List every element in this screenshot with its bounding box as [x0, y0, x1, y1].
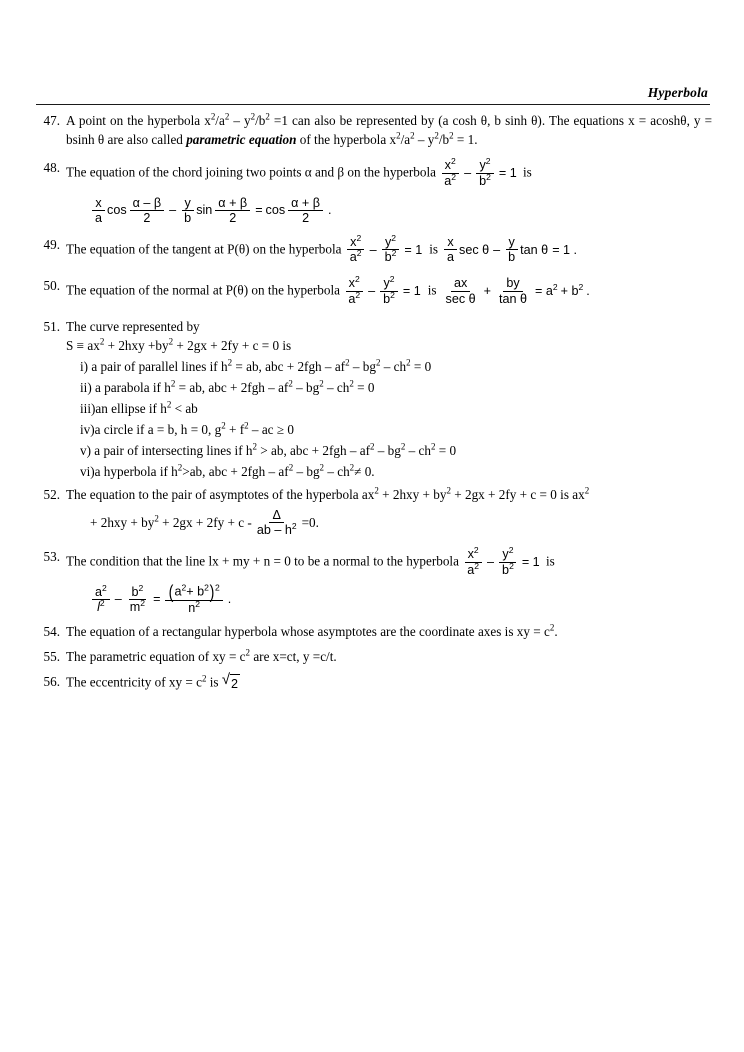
sub-text-5: = 0: [353, 379, 375, 395]
exponent: 2: [396, 130, 401, 141]
denominator-a: a: [444, 174, 452, 189]
fraction-x2-a2: [441, 156, 459, 189]
exponent: 2: [449, 130, 454, 141]
exponent: 2: [552, 281, 558, 292]
sub-text-2: = ab, abc + 2fgh – af: [232, 358, 346, 374]
sub-text-2: + f: [225, 421, 245, 437]
item-51-lead: The curve represented by: [66, 319, 200, 335]
item-49-mid: is: [429, 241, 439, 257]
list-item-48: [36, 156, 712, 226]
exponent: 2: [245, 647, 251, 658]
sub-item-vi: [66, 462, 712, 482]
minus-operator: –: [369, 242, 377, 257]
exponent: 2: [288, 378, 293, 389]
exponent: 2: [374, 485, 379, 496]
equals-one: = 1: [404, 242, 423, 257]
numerator-y: y: [182, 197, 194, 212]
fraction-x2-a2: [345, 273, 363, 306]
sub-text-5: = 0: [410, 358, 432, 374]
item-number: 55.: [43, 649, 60, 665]
cos-function: cos: [107, 203, 127, 218]
exponent: 2: [356, 248, 362, 259]
list-item-47: [36, 112, 712, 149]
item-47-text-2: /a: [215, 113, 225, 128]
numerator-y: y: [384, 234, 392, 249]
numerator-y: y: [383, 276, 390, 291]
exponent: 2: [355, 289, 361, 300]
item-53-tail: is: [545, 553, 555, 569]
exponent: 2: [400, 441, 406, 452]
sub-item-i: [66, 357, 712, 377]
exponent: 2: [349, 378, 354, 389]
numerator-y: y: [506, 236, 518, 251]
exponent: 2: [221, 420, 226, 431]
numerator-x: x: [467, 546, 474, 561]
fraction-alpha-plus-beta-over-2: [215, 197, 250, 226]
numerator-ax: ax: [451, 277, 470, 292]
exponent: 2: [140, 598, 146, 609]
denominator-a: a: [467, 562, 475, 577]
item-text: [66, 112, 712, 149]
exponent: 2: [181, 582, 187, 593]
sub-text-5: ≠ 0.: [354, 464, 375, 479]
item-number: 56.: [43, 673, 60, 689]
equals-one: = 1: [498, 166, 517, 181]
formula-hyperbola-standard: [343, 273, 423, 306]
item-47-text-3: – y: [229, 113, 251, 128]
item-52-text-3: + 2gx + 2fy + c = 0 is ax: [450, 487, 585, 503]
item-52-text-1: The equation to the pair of asymptotes of the hyperbola ax: [66, 487, 375, 503]
item-47-text-1: A point on the hyperbola x: [66, 113, 211, 128]
exponent: 2: [244, 420, 249, 431]
list-item-49: [36, 232, 712, 265]
denominator-m: m: [129, 600, 141, 615]
item-text: [66, 544, 712, 577]
item-47-text-7: /a: [400, 131, 411, 147]
exponent: 2: [319, 462, 325, 473]
sub-text-1: a circle if a = b, h = 0, g: [94, 421, 222, 437]
numerator-y: y: [502, 546, 509, 561]
radical-sign: √: [221, 671, 230, 688]
item-text: [66, 486, 712, 538]
denominator-l: l: [97, 600, 100, 615]
exponent: 2: [177, 462, 183, 473]
exponent: 2: [375, 357, 381, 368]
fraction-a2-l2: [92, 582, 110, 615]
item-47-text-5: =1 can also be represented by (a cosh θ, b sinh θ). The equations x = acoshθ, y = bsinh θ are also called: [66, 113, 713, 147]
denominator-a: a: [95, 211, 103, 226]
list-item-52: [36, 486, 712, 538]
sub-text-2: > ab, abc + 2fgh – af: [256, 442, 370, 458]
fraction-y2-b2: [380, 273, 398, 306]
list-item-54: [36, 623, 712, 642]
item-number: 52.: [43, 487, 60, 503]
sub-item-ii: [66, 378, 712, 398]
sub-text-4: – ch: [323, 379, 350, 395]
item-52-text-4: + 2hxy + by: [90, 515, 155, 531]
exponent: 2: [446, 485, 451, 496]
item-50-mid: is: [427, 282, 437, 298]
fraction-y2-b2: [476, 156, 494, 189]
page-header: [36, 86, 710, 105]
item-53-lead: The condition that the line lx + my + n = 0 to be a normal to the hyperbola: [66, 553, 459, 569]
minus-operator: –: [487, 554, 495, 569]
sub-text-3: – bg: [292, 379, 320, 395]
list-item-55: [36, 648, 712, 667]
numerator-y: y: [479, 158, 486, 173]
numerator-plus-b: + b: [186, 584, 205, 599]
item-48-lead: The equation of the chord joining two points α and β on the hyperbola: [66, 165, 436, 181]
denominator-n: n: [188, 600, 196, 615]
exponent: 2: [291, 521, 297, 532]
denominator-a: a: [447, 250, 455, 265]
emphasis-parametric-equation: parametric equation: [186, 131, 297, 147]
item-56-text-1: The eccentricity of xy = c: [66, 674, 202, 690]
roman-numeral: iv): [80, 421, 95, 437]
sin-function: sin: [196, 203, 213, 218]
item-47-text-4: /b: [255, 113, 266, 128]
denominator-2: 2: [302, 211, 310, 226]
exponent: 2: [410, 130, 415, 141]
item-text: [66, 318, 712, 482]
sub-text-1: a parabola if h: [91, 379, 171, 395]
numerator-alpha-plus-beta: α + β: [288, 197, 323, 212]
exponent: 2: [370, 441, 375, 452]
numerator-x: x: [444, 236, 456, 251]
minus-operator: –: [169, 203, 177, 218]
fraction-delta-over-ab-minus-h2: [254, 509, 300, 538]
result-a-squared: = a: [535, 283, 553, 298]
item-55-text-2: are x=ct, y =c/t.: [250, 649, 337, 665]
sub-text-2: = ab, abc + 2fgh – af: [175, 379, 289, 395]
item-47-text-9: /b: [438, 131, 450, 147]
fraction-ax-sec-theta: [443, 277, 479, 306]
sub-text-4: – ch: [324, 464, 350, 479]
exponent: 2: [356, 232, 362, 243]
denominator-sec-theta: sec θ: [445, 291, 476, 306]
exponent: 2: [99, 336, 105, 347]
exponent: 2: [406, 357, 411, 368]
exponent: 2: [549, 622, 555, 633]
exponent: 2: [138, 582, 144, 593]
cos-function: cos: [265, 203, 286, 218]
denominator-2: 2: [143, 211, 151, 226]
item-text: [66, 156, 712, 189]
exponent: 2: [204, 582, 209, 593]
header-divider-rule: [36, 104, 710, 105]
tan-theta: tan θ: [520, 242, 549, 257]
item-55-text-1: The parametric equation of xy = c: [66, 649, 246, 665]
sub-text-3: – bg: [293, 464, 320, 479]
list-item-56: [36, 673, 712, 694]
sec-theta: sec θ: [459, 242, 490, 257]
exponent: 2: [486, 171, 491, 182]
roman-numeral: i): [80, 358, 89, 374]
minus-operator: –: [464, 166, 472, 181]
item-47-text-10: = 1.: [453, 131, 478, 147]
numerator-a: a: [174, 584, 182, 599]
exponent: 2: [430, 441, 436, 452]
exponent: 2: [345, 357, 350, 368]
minus-operator: –: [368, 283, 376, 298]
formula-tangent-result: [442, 236, 580, 265]
equals-operator: =: [153, 592, 161, 607]
sub-text-1: a pair of intersecting lines if h: [91, 442, 253, 458]
sub-text-3: – bg: [374, 442, 401, 458]
formula-hyperbola-standard: [462, 544, 542, 577]
denominator-a: a: [349, 250, 357, 265]
item-number: 53.: [43, 548, 60, 564]
fraction-b2-m2: [127, 582, 148, 615]
numerator-alpha-plus-beta: α + β: [215, 197, 250, 212]
sub-item-iv: [66, 420, 712, 440]
numerator-b: b: [131, 584, 139, 599]
item-text: [66, 273, 712, 306]
item-text: [66, 648, 712, 667]
list-item-53: [36, 544, 712, 615]
roman-numeral: iii): [80, 400, 96, 416]
numerator-x: x: [92, 197, 104, 212]
denominator-b: b: [502, 562, 510, 577]
equals-operator: =: [255, 203, 263, 218]
roman-numeral: ii): [80, 379, 92, 395]
list-item-50: [36, 273, 712, 306]
item-51-general-equation: [66, 337, 712, 356]
roman-numeral: v): [80, 442, 91, 458]
fraction-y2-b2: [382, 232, 400, 265]
exponent: 2: [250, 111, 256, 122]
exponent: 2: [391, 248, 397, 259]
formula-tangent: [345, 232, 425, 265]
exponent: 2: [584, 485, 590, 496]
numerator-delta: Δ: [269, 509, 283, 524]
item-54-text-2: .: [554, 624, 558, 640]
item-number: 54.: [43, 624, 60, 640]
exponent: 2: [215, 582, 220, 593]
formula-chord-equation: [66, 197, 712, 226]
denominator-b: b: [383, 291, 391, 306]
item-47-text-6: of the hyperbola x: [296, 131, 397, 147]
sub-text-1: a pair of parallel lines if h: [88, 358, 228, 374]
formula-hyperbola-standard: [439, 156, 519, 189]
item-47-text-8: – y: [414, 131, 435, 147]
numerator-x: x: [350, 234, 357, 249]
fraction-x-a: [444, 236, 457, 265]
denominator-b: b: [384, 250, 392, 265]
item-number: 47.: [43, 113, 60, 128]
exponent: 2: [508, 544, 514, 555]
sub-item-v: [66, 441, 712, 461]
exponent: 2: [451, 171, 457, 182]
sub-text-3: – bg: [349, 358, 376, 374]
sub-text-2: < ab: [171, 400, 198, 416]
radicand: 2: [230, 674, 240, 694]
numerator-alpha-minus-beta: α – β: [130, 197, 165, 212]
exponent: 2: [102, 582, 107, 593]
denominator-b: b: [508, 250, 516, 265]
period: .: [586, 283, 590, 298]
plus-operator: +: [483, 283, 492, 298]
exponent: 2: [474, 560, 480, 571]
sub-text-1: an ellipse if h: [95, 400, 167, 416]
sub-text-4: – ch: [405, 442, 431, 458]
exponent: 2: [210, 111, 216, 122]
exponent: 2: [252, 441, 257, 452]
sub-text-3: – ac ≥ 0: [248, 421, 294, 437]
exponent: 2: [154, 513, 159, 524]
item-52-text-5: + 2gx + 2fy + c -: [158, 515, 252, 531]
exponent: 2: [434, 130, 439, 141]
sub-text-2: >ab, abc + 2fgh – af: [182, 464, 289, 479]
exponent: 2: [288, 462, 294, 473]
denominator-b: b: [184, 211, 192, 226]
fraction-alpha-plus-beta-over-2-rhs: [288, 197, 323, 226]
denominator-ab-minus-h: ab – h: [256, 523, 292, 538]
sub-text-4: – ch: [380, 358, 407, 374]
equals-one: = 1: [402, 283, 421, 298]
equation-part-2: + 2hxy +by: [104, 337, 169, 353]
equation-part-3: + 2gx + 2fy + c = 0 is: [173, 337, 292, 353]
fraction-y2-b2: [499, 544, 517, 577]
exponent: 2: [201, 673, 207, 684]
document-content: [36, 112, 712, 696]
item-number: 49.: [43, 236, 60, 252]
exponent: 2: [473, 544, 479, 555]
exponent: 2: [170, 378, 176, 389]
roman-numeral: vi): [80, 464, 95, 479]
fraction-x-a: [92, 197, 105, 226]
item-49-lead: The equation of the tangent at P(θ) on the hyperbola: [66, 241, 342, 257]
exponent: 2: [99, 598, 105, 609]
equals-one-result: = 1 .: [552, 242, 578, 257]
denominator-a: a: [348, 291, 356, 306]
fraction-x2-a2: [464, 544, 482, 577]
exponent: 2: [485, 156, 491, 167]
minus-operator: –: [114, 592, 122, 607]
item-52-text-2: + 2hxy + by: [378, 487, 447, 503]
minus-operator: –: [493, 242, 501, 257]
fraction-y-b: [181, 197, 194, 226]
item-56-text-2: is: [206, 674, 222, 690]
numerator-by: by: [503, 277, 522, 292]
exponent: 2: [265, 111, 270, 122]
exponent: 2: [354, 273, 360, 284]
exponent: 2: [509, 560, 514, 571]
running-header-title: Hyperbola: [647, 85, 708, 100]
item-text: [66, 673, 712, 694]
fraction-a2-plus-b2-squared-over-n2: [165, 581, 222, 615]
equation-s-lhs: S ≡ ax: [66, 337, 100, 353]
exponent: 2: [450, 156, 456, 167]
item-text: [66, 623, 712, 642]
left-paren: (: [169, 581, 174, 603]
period: .: [227, 592, 232, 607]
equals-one: = 1: [521, 554, 540, 569]
exponent: 2: [224, 111, 230, 122]
exponent: 2: [391, 232, 396, 243]
formula-normal-condition: [66, 581, 712, 615]
item-52-text-6: =0.: [301, 515, 319, 531]
exponent: 2: [390, 289, 395, 300]
fraction-by-tan-theta: [496, 277, 530, 306]
item-54-text-1: The equation of a rectangular hyperbola whose asymptotes are the coordinate axes is xy = c: [66, 624, 550, 640]
item-number: 51.: [43, 319, 60, 335]
exponent: 2: [227, 357, 233, 368]
item-number: 50.: [43, 278, 60, 294]
numerator-x: x: [348, 276, 355, 291]
fraction-y-b: [505, 236, 518, 265]
sub-item-iii: [66, 399, 712, 419]
exponent: 2: [168, 336, 174, 347]
period: .: [328, 203, 332, 218]
fraction-alpha-minus-beta-over-2: [130, 197, 165, 226]
exponent: 2: [389, 273, 395, 284]
list-item-51: [36, 318, 712, 482]
item-50-lead: The equation of the normal at P(θ) on the hyperbola: [66, 282, 341, 298]
sub-text-5: = 0: [435, 442, 457, 458]
item-52-line-2: [66, 509, 712, 538]
denominator-tan-theta: tan θ: [499, 291, 528, 306]
denominator-2: 2: [229, 211, 237, 226]
exponent: 2: [319, 378, 324, 389]
denominator-b: b: [479, 174, 487, 189]
exponent: 2: [349, 462, 355, 473]
item-48-tail: is: [523, 165, 532, 181]
result-b-squared: + b: [560, 283, 579, 298]
fraction-x2-a2: [347, 232, 365, 265]
item-number: 48.: [43, 160, 60, 176]
numerator-a: a: [95, 584, 103, 599]
formula-normal-result: [441, 277, 593, 306]
exponent: 2: [578, 281, 584, 292]
item-text: [66, 232, 712, 265]
exponent: 2: [166, 399, 172, 410]
right-paren: ): [209, 581, 215, 603]
exponent: 2: [195, 598, 200, 609]
sub-text-1: a hyperbola if h: [94, 464, 178, 479]
square-root-symbol: [222, 673, 240, 694]
numerator-x: x: [444, 158, 451, 173]
